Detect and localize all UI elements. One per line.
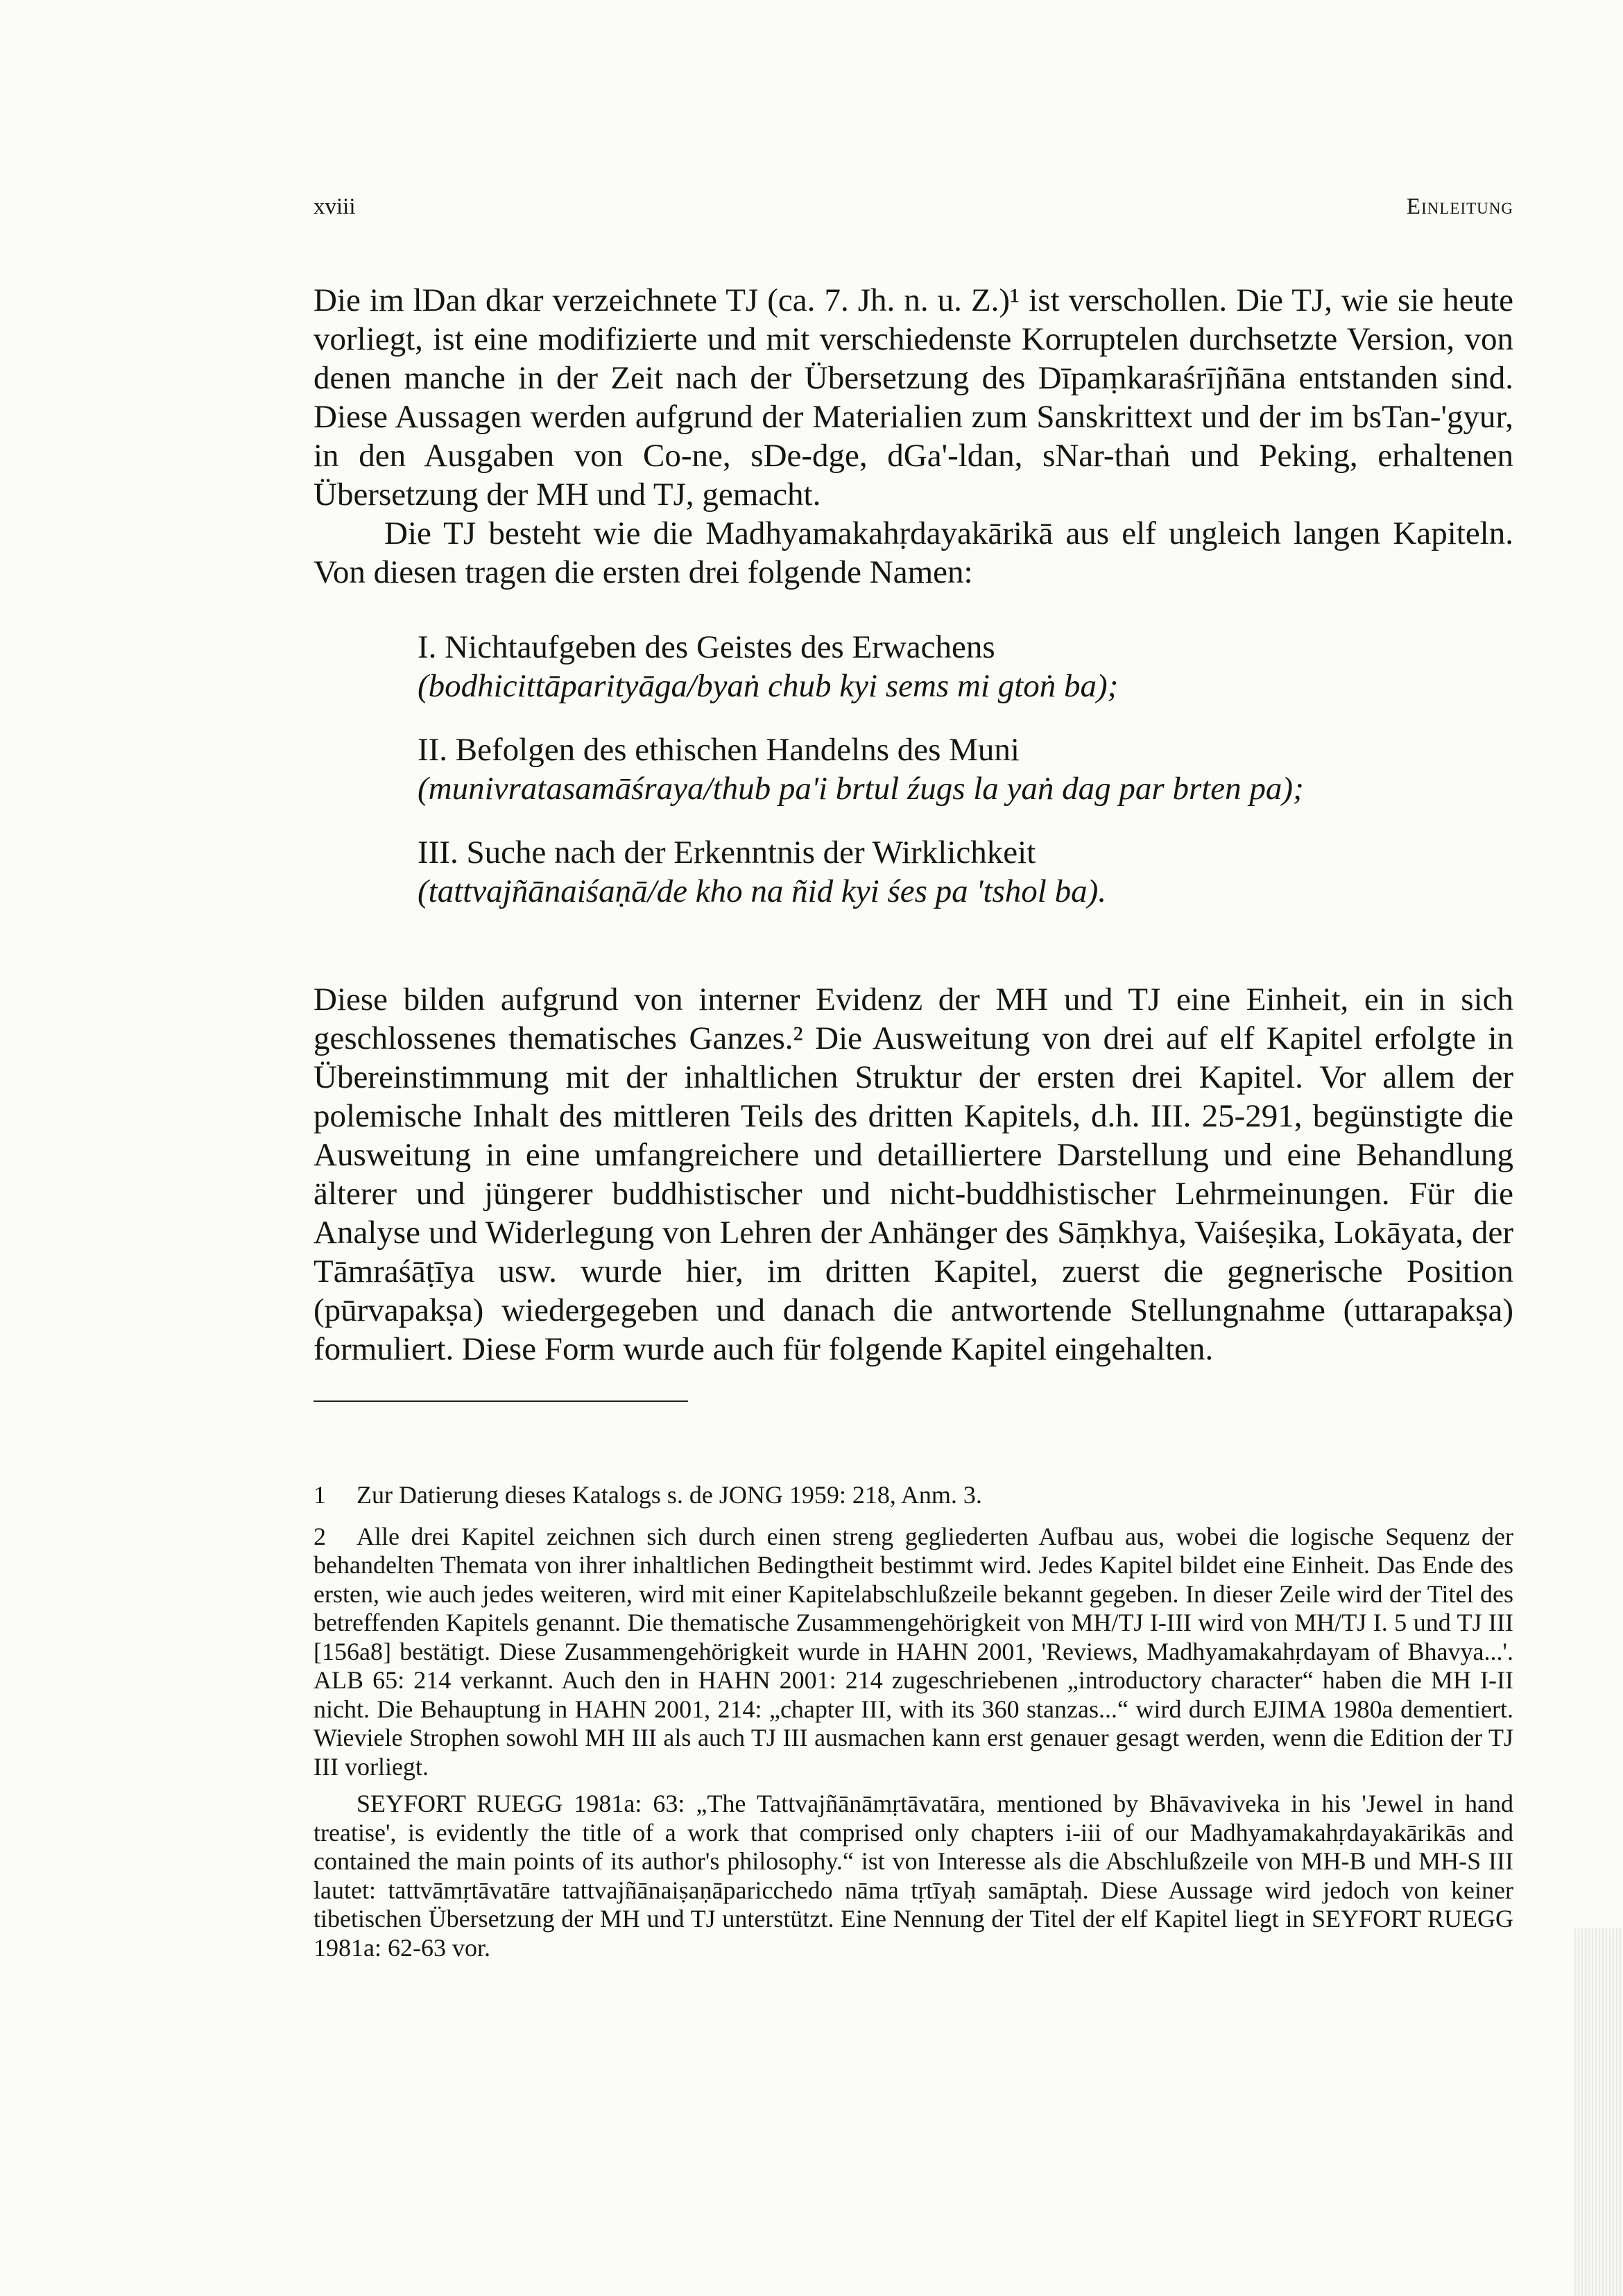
footnote-continuation: SEYFORT RUEGG 1981a: 63: „The Tattvajñānāmṛtāvatāra, mentioned by Bhāvaviveka in his 'Jewel in hand treatise', is evidently the title of a work that comprised only chapters i-iii of our Madhyamakahṛdayakārikās and contained the main points of its author's philosophy.“ ist von Interesse als die Abschlußzeile von MH-B und MH-S III lautet: tattvāmṛtāvatāre tattvajñānaiṣaṇāparicchedo nāma tṛtīyaḥ samāptaḥ. Diese Aussage wird jedoch von keiner tibetischen Übersetzung der MH und TJ unterstützt. Eine Nennung der Titel der elf Kapitel liegt in SEYFORT RUEGG 1981a: 62-63 vor.	[314, 1790, 1513, 1962]
main-text	[314, 281, 1513, 1402]
chapter-item	[418, 833, 1513, 911]
chapter-name: I. Nichtaufgeben des Geistes des Erwachens	[418, 629, 995, 665]
footnote-2	[314, 1523, 1513, 1963]
page-number: xviii	[314, 194, 356, 219]
footnote-number: 2	[314, 1522, 326, 1550]
chapter-item	[418, 628, 1513, 705]
paragraph-2: Die TJ besteht wie die Madhyamakahṛdayakārikā aus elf ungleich langen Kapiteln. Von diesen tragen die ersten drei folgende Namen:	[314, 515, 1513, 590]
chapter-gloss: (bodhicittāparityāga/byaṅ chub kyi sems mi gtoṅ ba);	[418, 668, 1119, 704]
paragraph-3: Diese bilden aufgrund von interner Evidenz der MH und TJ eine Einheit, ein in sich geschlossenes thematisches Ganzes.² Die Ausweitung von drei auf elf Kapitel erfolgte in Übereinstimmung mit der inhaltlichen Struktur der ersten drei Kapitel. Vor allem der polemische Inhalt des mittleren Teils des dritten Kapitels, d.h. III. 25-291, begünstigte die Ausweitung in eine umfangreichere und detailliertere Darstellung und eine Behandlung älterer und jüngerer buddhistischer und nicht-buddhistischer Lehrmeinungen. Für die Analyse und Widerlegung von Lehren der Anhänger des Sāṃkhya, Vaiśeṣika, Lokāyata, der Tāmraśāṭīya usw. wurde hier, im dritten Kapitel, zuerst die gegnerische Position (pūrvapakṣa) wiedergegeben und danach die antwortende Stellungnahme (uttarapakṣa) formuliert. Diese Form wurde auch für folgende Kapitel eingehalten.	[314, 982, 1513, 1367]
paragraph-1: Die im lDan dkar verzeichnete TJ (ca. 7. Jh. n. u. Z.)¹ ist verschollen. Die TJ, wie sie heute vorliegt, ist eine modifizierte und mit verschiedenste Korruptelen durchsetzte Version, von denen manche in der Zeit nach der Übersetzung des Dīpaṃkaraśrījñāna entstanden sind. Diese Aussagen werden aufgrund der Materialien zum Sanskrittext und der im bsTan-'gyur, in den Ausgaben von Co-ne, sDe-dge, dGa'-ldan, sNar-thaṅ und Peking, erhaltenen Übersetzung der MH und TJ, gemacht.	[314, 282, 1513, 513]
footnote-1	[314, 1481, 1513, 1510]
footnote-text: Alle drei Kapitel zeichnen sich durch einen streng gegliederten Aufbau aus, wobei die logische Sequenz der behandelten Themata von ihrer inhaltlichen Bedingtheit bestimmt wird. Jedes Kapitel bildet eine Einheit. Das Ende des ersten, wie auch jedes weiteren, wird mit einer Kapitelabschlußzeile bekannt gegeben. In dieser Zeile wird der Titel des betreffenden Kapitels genannt. Die thematische Zusammengehörigkeit von MH/TJ I-III wird von MH/TJ I. 5 und TJ III [156a8] bestätigt. Diese Zusammengehörigkeit wurde in HAHN 2001, 'Reviews, Madhyamakahṛdayam of Bhavya...'. ALB 65: 214 verkannt. Auch den in HAHN 2001: 214 zugeschriebenen „introductory character“ haben die MH I-II nicht. Die Behauptung in HAHN 2001, 214: „chapter III, with its 360 stanzas...“ wird durch EJIMA 1980a dementiert. Wieviele Strophen sowohl MH III als auch TJ III ausmachen kann erst genauer gesagt werden, wenn die Edition der TJ III vorliegt.	[314, 1522, 1513, 1781]
chapter-name: II. Befolgen des ethischen Handelns des Muni	[418, 732, 1020, 768]
chapter-name: III. Suche nach der Erkenntnis der Wirklichkeit	[418, 834, 1036, 871]
chapter-item	[418, 730, 1513, 808]
footnote-number: 1	[314, 1481, 326, 1509]
chapter-gloss: (munivratasamāśraya/thub pa'i brtul źugs la yaṅ dag par brten pa);	[418, 771, 1304, 807]
running-title: Einleitung	[1406, 194, 1513, 219]
chapter-gloss: (tattvajñānaiśaṇā/de kho na ñid kyi śes pa 'tshol ba).	[418, 873, 1107, 909]
footnote-separator	[314, 1400, 688, 1402]
chapter-list	[418, 628, 1513, 911]
page-header	[314, 194, 1513, 229]
scan-edge-artifact	[1574, 1928, 1623, 2296]
footnotes	[314, 1481, 1513, 1975]
footnote-text: Zur Datierung dieses Katalogs s. de JONG 1959: 218, Anm. 3.	[357, 1481, 982, 1509]
